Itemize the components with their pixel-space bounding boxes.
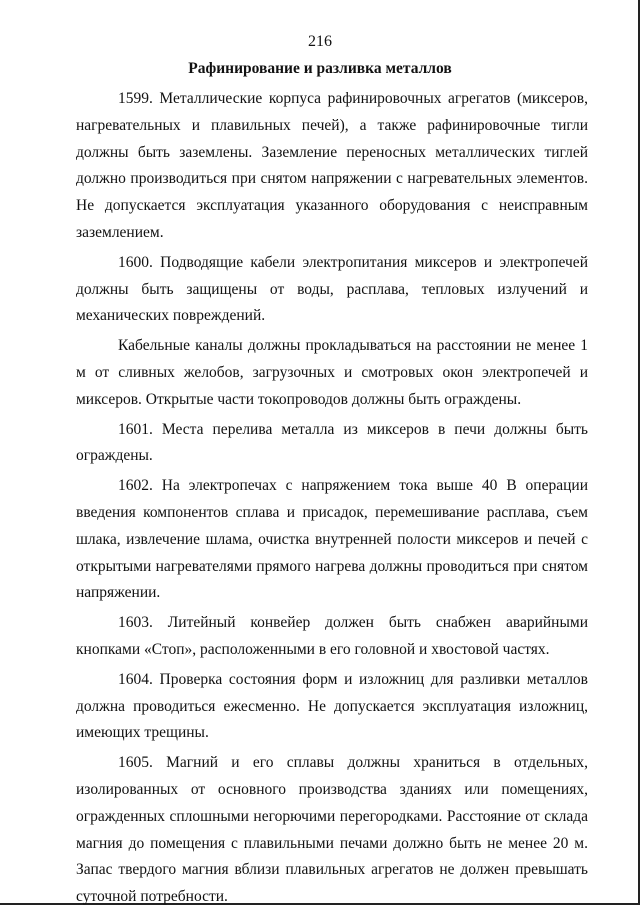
paragraph-1602: 1602. На электропечах с напряжением тока выше 40 В операции введения компонентов сплава и присадок, перемешивание расплава, съем шлака, извлечение шлама, очистка внутренней полости миксеров и печей с открытыми нагревателями прямого нагрева должны проводиться при снятом напряжении. <box>76 477 588 602</box>
paragraph-1600: 1600. Подводящие кабели электропитания миксеров и электропечей должны быть защищены от воды, расплава, тепловых излучений и механических повреждений. <box>76 253 588 325</box>
paragraph-1601: 1601. Места перелива металла из миксеров в печи должны быть ограждены. <box>76 420 588 465</box>
section-title: Рафинирование и разливка металлов <box>188 60 452 77</box>
paragraph-1605: 1605. Магний и его сплавы должны храниться в отдельных, изолированных от основного производства зданиях или помещениях, огражденных сплошными негорючими перегородками. Расстояние от склада магния до помещения с плавильными печами должно быть не менее 20 м. Запас твердого магния вблизи плавильных агрегатов не должен превышать суточной потребности. <box>76 754 588 906</box>
paragraph-cable-channels: Кабельные каналы должны прокладываться на расстоянии не менее 1 м от сливных желобов, загрузочных и смотровых окон электропечей и миксеров. Открытые части токопроводов должны быть ограждены. <box>76 337 588 408</box>
paragraph-1604: 1604. Проверка состояния форм и изложниц для разливки металлов должна проводиться ежесменно. Не допускается эксплуатация изложниц, имеющих трещины. <box>76 670 588 742</box>
page-number: 216 <box>308 33 332 50</box>
paragraph-1603: 1603. Литейный конвейер должен быть снабжен аварийными кнопками «Стоп», расположенными в его головной и хвостовой частях. <box>76 614 588 658</box>
paragraph-1599: 1599. Металлические корпуса рафинировочных агрегатов (миксеров, нагревательных и плавильных печей), а также рафинировочные тигли должны быть заземлены. Заземление переносных металлических тиглей должно производиться при снятом напряжении с нагревательных элементов. Не допускается эксплуатация указанного оборудования с неисправным заземлением. <box>76 90 588 241</box>
document-body <box>76 86 588 914</box>
